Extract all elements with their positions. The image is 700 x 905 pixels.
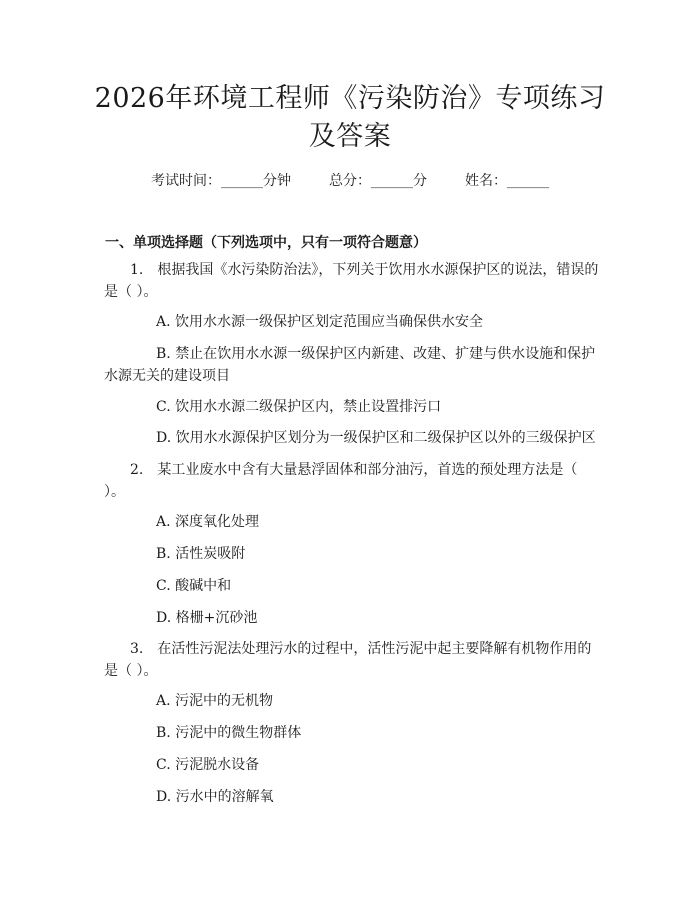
student-name-field: 姓名：______ xyxy=(465,173,549,189)
question-3-option-a: A. 污泥中的无机物 xyxy=(156,693,274,709)
exam-meta xyxy=(0,170,700,190)
question-2-option-d: D. 格栅+沉砂池 xyxy=(156,610,258,626)
question-1-option-d: D. 饮用水水源保护区划分为一级保护区和二级保护区以外的三级保护区 xyxy=(156,430,596,446)
question-1-option-c: C. 饮用水水源二级保护区内，禁止设置排污口 xyxy=(156,399,442,415)
question-2-stem: 2. 某工业废水中含有大量悬浮固体和部分油污，首选的预处理方法是（ ）。 xyxy=(104,462,578,500)
exam-time-field: 考试时间：______分钟 xyxy=(151,173,291,189)
question-1-option-a: A. 饮用水水源一级保护区划定范围应当确保供水安全 xyxy=(156,314,484,330)
question-2-option-b: B. 活性炭吸附 xyxy=(156,546,246,562)
question-2-option-c: C. 酸碱中和 xyxy=(156,578,232,594)
question-2-option-a: A. 深度氧化处理 xyxy=(156,514,260,530)
question-3-option-c: C. 污泥脱水设备 xyxy=(156,757,260,773)
question-3-stem: 3. 在活性污泥法处理污水的过程中，活性污泥中起主要降解有机物作用的是（ ）。 xyxy=(104,641,592,679)
question-1-stem: 1. 根据我国《水污染防治法》，下列关于饮用水水源保护区的说法，错误的是（ ）。 xyxy=(104,262,599,300)
document-title: 2026年环境工程师《污染防治》专项练习及答案 xyxy=(94,83,606,152)
section-heading: 一、单项选择题（下列选项中，只有一项符合题意） xyxy=(105,235,427,251)
question-1-option-b: B. 禁止在饮用水水源一级保护区内新建、改建、扩建与供水设施和保护水源无关的建设项目 xyxy=(104,346,596,384)
total-score-field: 总分：______分 xyxy=(329,173,427,189)
question-3-option-b: B. 污泥中的微生物群体 xyxy=(156,725,302,741)
question-3-option-d: D. 污水中的溶解氧 xyxy=(156,789,274,805)
